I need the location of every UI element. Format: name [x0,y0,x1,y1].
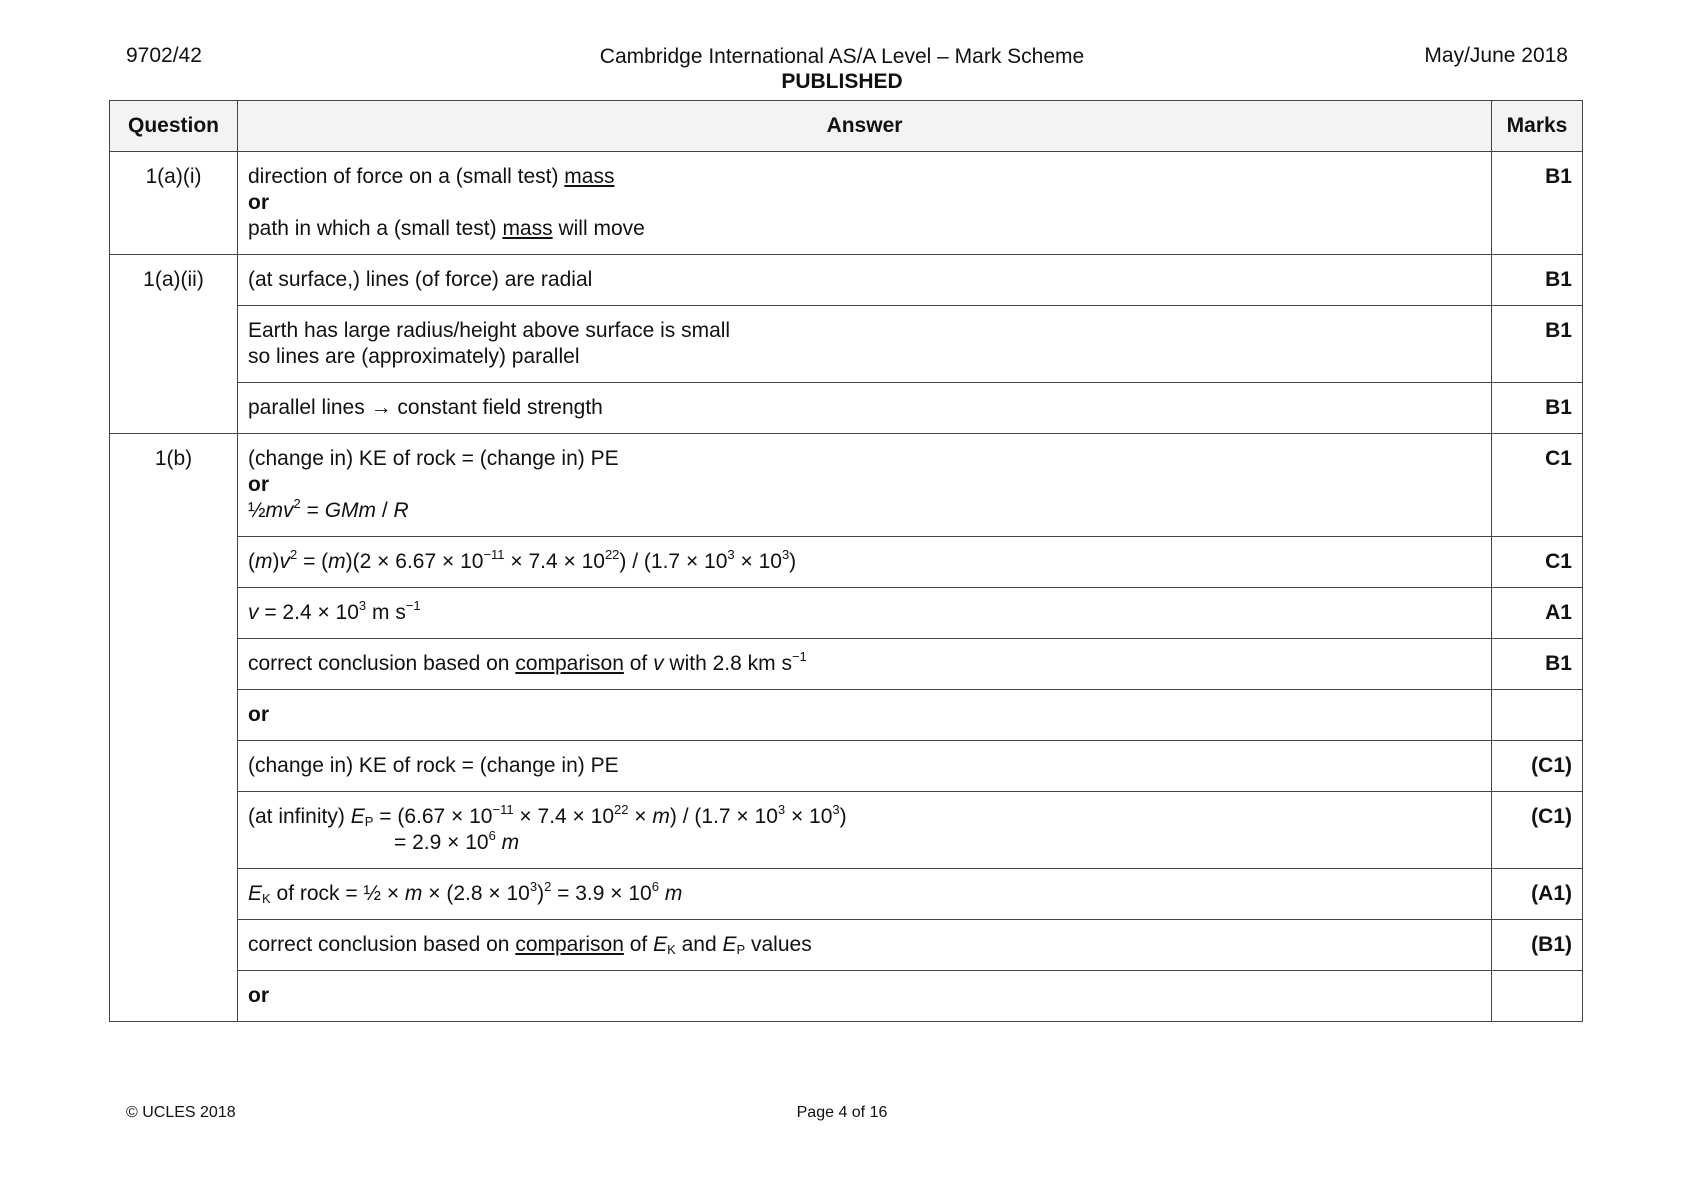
marks-cell: B1 [1492,255,1583,306]
answer-cell: parallel lines → constant field strength [238,383,1492,434]
copyright-notice: © UCLES 2018 [126,1104,236,1121]
answer-cell: or [238,971,1492,1022]
document-title: Cambridge International AS/A Level – Mark Scheme [599,45,1085,68]
answer-cell: Earth has large radius/height above surface is small so lines are (approximately) parallel [238,306,1492,383]
marks-cell: (C1) [1492,741,1583,792]
marks-cell: C1 [1492,537,1583,588]
answer-cell: correct conclusion based on comparison of v with 2.8 km $s^{-1}$ [238,639,1492,690]
marks-cell: C1 [1492,434,1583,537]
table-row [110,537,1583,588]
answer-cell: (at infinity) $E_P = (6.67 \times 10^{-11} \times 7.4 \times 10^{22} \times m) / (1.7 \times 10^3 \times 10^3)$ = $2.9 \times 10^6$ m [238,792,1492,869]
marks-cell: (A1) [1492,869,1583,920]
table-header-row [110,101,1583,152]
table-row [110,741,1583,792]
marks-cell: B1 [1492,383,1583,434]
table-row [110,434,1583,537]
answer-cell: (change in) KE of rock = (change in) PE or $\frac{1}{2}mv^2$ = GMm / R [238,434,1492,537]
answer-cell: (at surface,) lines (of force) are radial [238,255,1492,306]
marks-cell: B1 [1492,639,1583,690]
table-row [110,588,1583,639]
marks-cell: B1 [1492,152,1583,255]
column-header-answer: Answer [238,101,1492,152]
exam-session: May/June 2018 [1424,44,1568,67]
marks-cell: (B1) [1492,920,1583,971]
question-number: 1(a)(i) [110,152,238,255]
question-number: 1(a)(ii) [110,255,238,434]
table-row [110,920,1583,971]
column-header-question: Question [110,101,238,152]
answer-cell: $(m)v^2 = (m)(2 \times 6.67 \times 10^{-11} \times 7.4 \times 10^{22}) / (1.7 \times 10^3 \times 10^3)$ [238,537,1492,588]
paper-code: 9702/42 [126,44,202,67]
question-number: 1(b) [110,434,238,1022]
answer-cell: $E_K$ of rock = ½ × $m \times (2.8 \times 10^3)^2 = 3.9 \times 10^6$ m [238,869,1492,920]
marks-cell: A1 [1492,588,1583,639]
table-row [110,306,1583,383]
table-row [110,690,1583,741]
page-number: Page 4 of 16 [796,1104,888,1121]
table-row [110,639,1583,690]
table-row [110,383,1583,434]
answer-cell: correct conclusion based on comparison of $E_K$ and $E_P$ values [238,920,1492,971]
status-label: PUBLISHED [781,70,903,93]
marks-cell [1492,690,1583,741]
mark-scheme-table [109,100,1583,1022]
table-row [110,152,1583,255]
marks-cell: B1 [1492,306,1583,383]
answer-cell: (change in) KE of rock = (change in) PE [238,741,1492,792]
answer-cell: direction of force on a (small test) mass or path in which a (small test) mass will move [238,152,1492,255]
marks-cell [1492,971,1583,1022]
table-row [110,869,1583,920]
marks-cell: (C1) [1492,792,1583,869]
table-row [110,255,1583,306]
table-row [110,792,1583,869]
table-row [110,971,1583,1022]
answer-cell: or [238,690,1492,741]
answer-cell: $v = 2.4 \times 10^3$ m $s^{-1}$ [238,588,1492,639]
column-header-marks: Marks [1492,101,1583,152]
